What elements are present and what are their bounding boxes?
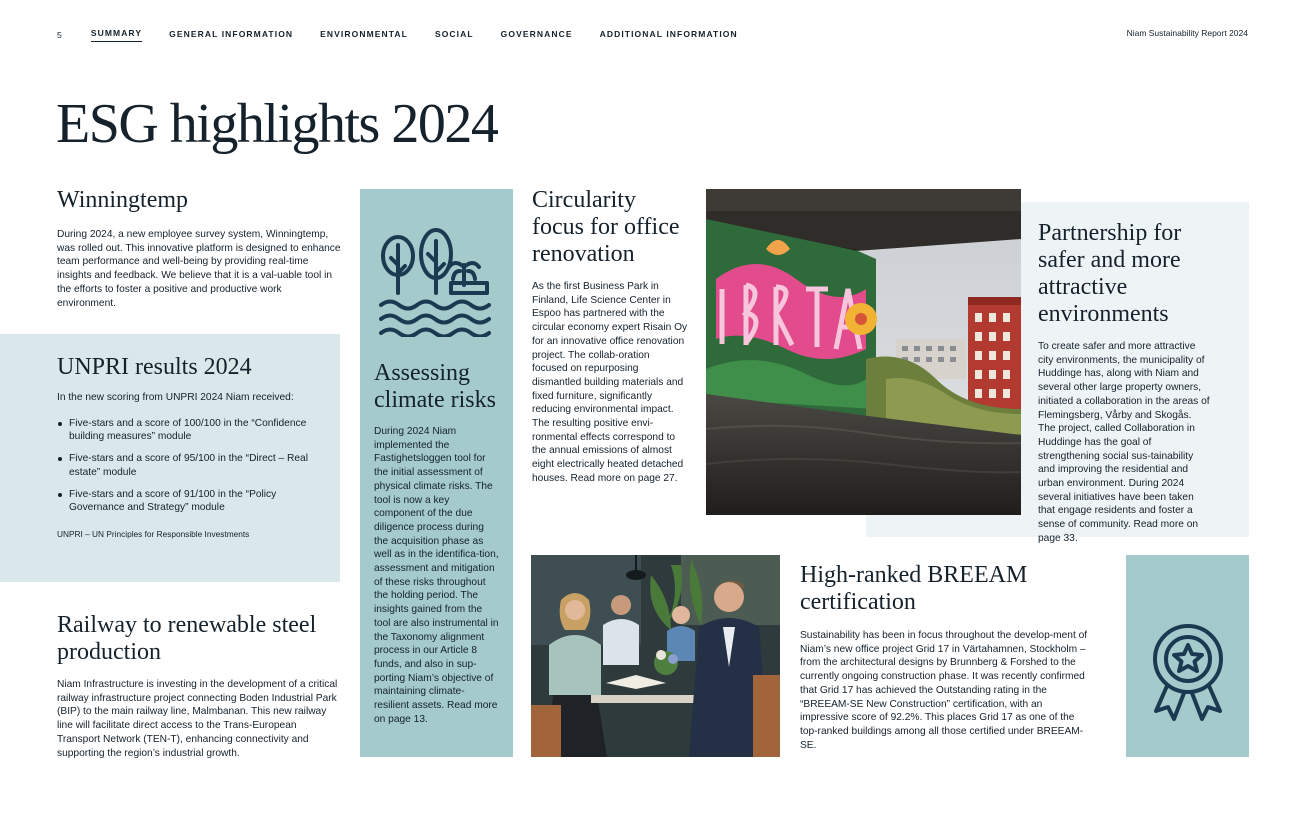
list-item: Five-stars and a score of 100/100 in the “Confidence building measures” module [57,417,312,444]
railway-body: Niam Infrastructure is investing in the development of a critical railway infrastructure project connecting Boden Industrial Park (BIP) to the main railway line, Malmbanan. This new railway line will facilitate direct access to the Trans-European Transport Network (TEN-T), enhancing connectivity and supporting the region’s industrial growth. [57,679,338,759]
railway-title: Railway to renewable steel production [57,612,317,665]
trees-fountain-water-icon [377,227,495,337]
graffiti-underpass-image [706,189,1021,515]
office-meeting-photo [531,555,780,757]
partnership-section [1038,220,1210,546]
unpri-footnote: UNPRI – UN Principles for Responsible Investments [57,528,250,539]
breeam-section [800,562,1090,752]
list-item: Five-stars and a score of 91/100 in the “Policy Governance and Strategy” module [57,488,312,515]
unpri-title: UNPRI results 2024 [57,354,252,380]
page-title: ESG highlights 2024 [56,93,498,155]
circularity-section [532,187,688,486]
winningtemp-title: Winningtemp [57,187,189,213]
climate-title: Assessing climate risks [374,360,496,413]
award-medal-icon [1148,623,1228,723]
nav-general-information[interactable]: GENERAL INFORMATION [169,28,294,39]
winningtemp-body: During 2024, a new employee survey system, Winningtemp, was rolled out. This innovative platform is designed to enhance team performance and well-being by providing real-time insights and feedback. We believe that it is a val-uable tool in the efforts to foster a positive and productive work environment. [57,229,341,309]
nav-environmental[interactable]: ENVIRONMENTAL [320,28,408,39]
railway-section [57,612,342,760]
climate-body: During 2024 Niam implemented the Fastighetsloggen tool for the initial assessment of physical climate risks. The tool is now a key component of the due diligence process during the acquisition phase as well as in the identifica-tion, assessment and mitigation of these risks throughout the holding period. The insights gained from the tool are also instrumental in the Taxonomy alignment process in our Article 8 funds, and also in sup-porting Niam’s objective of maintaining climate-resilient assets. Read more on page 13. [374,426,499,725]
partnership-title: Partnership for safer and more attractive environments [1038,220,1182,327]
nav-social[interactable]: SOCIAL [434,28,474,39]
nav-summary[interactable]: SUMMARY [91,28,142,42]
award-icon-panel [1126,555,1249,757]
circularity-body: As the first Business Park in Finland, Life Science Center in Espoo has partnered with the circular economy expert Risain Oy for an innovative office renovation project. The collab-oration focused on repurposing dismantled building materials and fixed furniture, significantly reducing environmental impact. The resulting positive envi-ronmental effects correspond to the annual emissions of almost eight electrically heated detached houses. Read more on page 27. [532,281,688,484]
breeam-title: High-ranked BREEAM certification [800,562,1028,615]
climate-section [360,189,513,757]
top-navigation [57,28,765,42]
report-title: Niam Sustainability Report 2024 [1126,28,1248,38]
breeam-body: Sustainability has been in focus throughout the develop-ment of Niam’s new office project Grid 17 in Värtahamnen, Stockholm – from the architectural designs by Brunnberg & Forshed to the currently ongoing construction phase. It was recently confirmed that Grid 17 has achieved the Outstanding rating in the “BREEAM-SE New Construction” certification, with an impressive score of 92.2%. This places Grid 17 as one of the top-ranked buildings among all those certified under BREEAM-SE. [800,630,1088,751]
unpri-section [0,334,340,582]
partnership-body: To create safer and more attractive city environments, the municipality of Huddinge has, along with Niam and several other large property owners, initiated a collaboration in the areas of Flemingsberg, Vårby and Skogås. The project, called Collaboration in Huddinge has the goal of strengthening social sus-tainability and improving the residential and urban environment. During 2024 several initiatives have been taken that engage residents and foster a sense of community. Read more on page 33. [1038,341,1210,544]
graffiti-underpass-photo [706,189,1021,515]
unpri-bullet-list [57,417,312,515]
office-meeting-image [531,555,780,757]
page-number: 5 [57,30,63,40]
nav-additional-information[interactable]: ADDITIONAL INFORMATION [599,28,738,39]
list-item: Five-stars and a score of 95/100 in the “Direct – Real estate” module [57,452,312,479]
unpri-intro: In the new scoring from UNPRI 2024 Niam received: [57,392,294,403]
circularity-title: Circularity focus for office renovation [532,187,680,267]
winningtemp-section [57,187,342,310]
nav-governance[interactable]: GOVERNANCE [500,28,573,39]
